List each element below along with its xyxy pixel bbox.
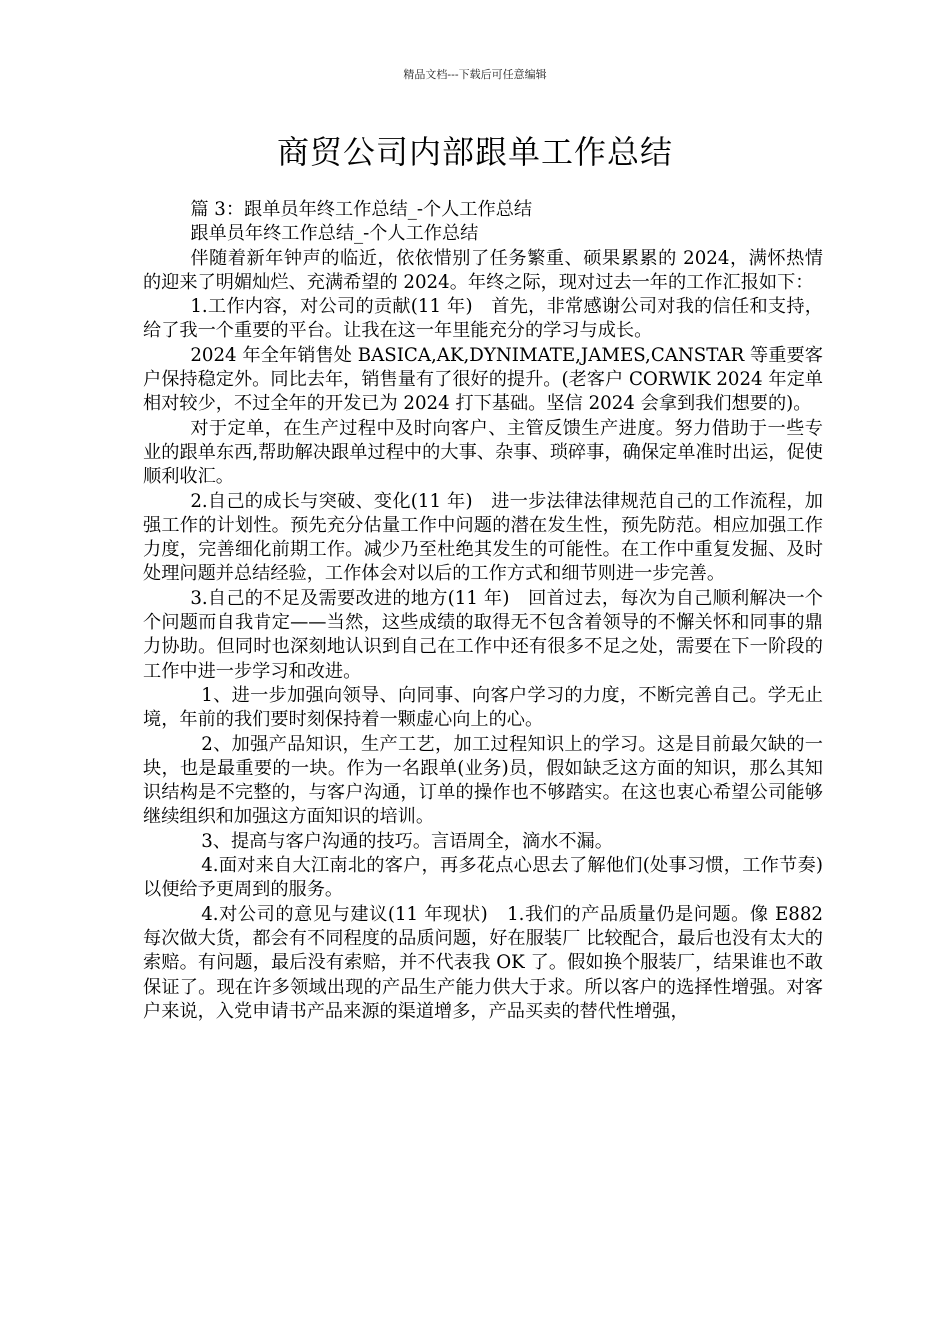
- paragraph-sales: 2024 年全年销售处 BASICA,AK,DYNIMATE,JAMES,CANSTAR 等重要客户保持稳定外。同比去年，销售量有了很好的提升。(老客户 CORWIK 2024 年定单相对较少，不过全年的开发已为 2024 打下基础。坚信 2024 会拿到我们想要的)。: [143, 344, 823, 415]
- document-body: [143, 198, 823, 1024]
- list-item-4: 4.面对来自大江南北的客户，再多花点心思去了解他们(处事习惯，工作节奏)以便给予更周到的服务。: [143, 855, 823, 901]
- document-title: 商贸公司内部跟单工作总结: [276, 133, 673, 171]
- paragraph-orders: 对于定单，在生产过程中及时向客户、主管反馈生产进度。努力借助于一些专业的跟单东西,帮助解决跟单过程中的大事、杂事、琐碎事，确保定单准时出运，促使顺利收汇。: [143, 417, 823, 488]
- section-heading: 篇 3：跟单员年终工作总结_-个人工作总结: [190, 199, 533, 220]
- list-item-1: 1、进一步加强向领导、向同事、向客户学习的力度，不断完善自己。学无止境，年前的我们要时刻保持着一颗虚心向上的心。: [143, 684, 823, 731]
- paragraph-suggestions: 4.对公司的意见与建议(11 年现状) 1.我们的产品质量仍是问题。像 E882 每次做大货，都会有不同程度的品质问题，好在服装厂 比较配合，最后也没有太大的索赔。有问题，最后没有索赔，并不代表我 OK 了。假如换个服装厂，结果谁也不敢保证了。现在许多领域出现的产品生产能力供大于求。所以客户的选择性增强。对客户来说，入党申请书产品来源的渠道增多，产品买卖的替代性增强，: [143, 903, 823, 1022]
- header-note: 精品文档---下载后可任意编辑: [403, 68, 547, 81]
- list-item-2: 2、加强产品知识，生产工艺，加工过程知识上的学习。这是目前最欠缺的一块，也是最重要的一块。作为一名跟单(业务)员，假如缺乏这方面的知识，那么其知识结构是不完整的，与客户沟通，订单的操作也不够踏实。在这也衷心希望公司能够继续组织和加强这方面知识的培训。: [143, 733, 823, 828]
- paragraph-work-content: 1.工作内容，对公司的贡献(11 年) 首先，非常感谢公司对我的信任和支持，给了我一个重要的平台。让我在这一年里能充分的学习与成长。: [143, 296, 823, 342]
- paragraph-intro: 伴随着新年钟声的临近，依依惜别了任务繁重、硕果累累的 2024，满怀热情的迎来了明媚灿烂、充满希望的 2024。年终之际，现对过去一年的工作汇报如下：: [143, 247, 823, 293]
- paragraph-shortcomings: 3.自己的不足及需要改进的地方(11 年) 回首过去，每次为自己顺利解决一个个问题而自我肯定——当然，这些成绩的取得无不包含着领导的不懈关怀和同事的鼎力协助。但同时也深刻地认识到自己在工作中还有很多不足之处，需要在下一阶段的工作中进一步学习和改进。: [143, 587, 823, 682]
- list-item-3: 3、提高与客户沟通的技巧。言语周全，滴水不漏。: [201, 830, 613, 852]
- paragraph-growth: 2.自己的成长与突破、变化(11 年) 进一步法律法律规范自己的工作流程，加强工作的计划性。预先充分估量工作中问题的潜在发生性，预先防范。相应加强工作力度，完善细化前期工作。减少乃至杜绝其发生的可能性。在工作中重复发掘、及时处理问题并总结经验，工作体会对以后的工作方式和细节则进一步完善。: [143, 490, 823, 585]
- section-subheading: 跟单员年终工作总结_-个人工作总结: [190, 223, 479, 245]
